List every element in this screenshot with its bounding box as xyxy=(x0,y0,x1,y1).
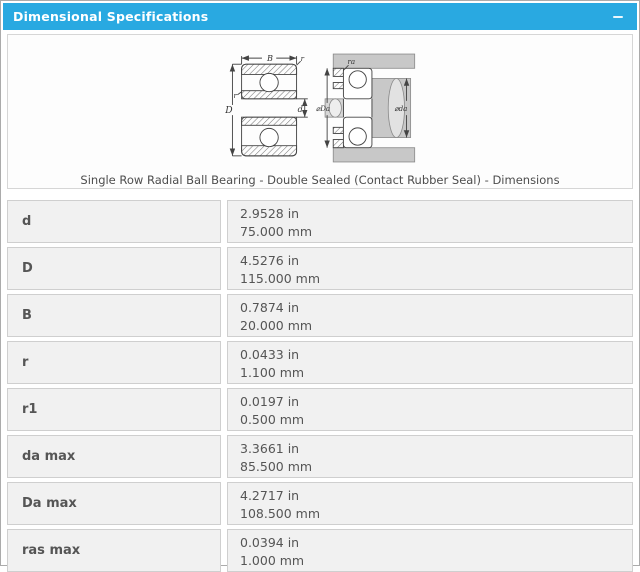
value-inch: 0.0433 in xyxy=(240,347,300,362)
bearing-diagram xyxy=(215,52,425,164)
table-row xyxy=(7,435,633,478)
spec-value xyxy=(227,482,633,525)
value-mm: 20.000 mm xyxy=(240,318,313,333)
value-mm: 1.100 mm xyxy=(240,365,305,380)
spec-label: da max xyxy=(7,435,221,478)
spec-label: d xyxy=(7,200,221,243)
spec-label: r xyxy=(7,341,221,384)
spec-label: ras max xyxy=(7,529,221,572)
value-mm: 115.000 mm xyxy=(240,271,321,286)
value-inch: 0.0197 in xyxy=(240,394,300,409)
dim-label-r-outer: r xyxy=(300,54,305,64)
dim-label-Da: ⌀Da xyxy=(315,104,331,114)
value-mm: 0.500 mm xyxy=(240,412,305,427)
dim-label-da: ⌀da xyxy=(394,104,408,114)
value-inch: 0.7874 in xyxy=(240,300,300,315)
dim-label-d: d xyxy=(297,104,303,115)
panel-title: Dimensional Specifications xyxy=(13,9,209,24)
spec-table xyxy=(7,200,633,572)
spec-value xyxy=(227,388,633,431)
spec-value xyxy=(227,435,633,478)
value-inch: 0.0394 in xyxy=(240,535,300,550)
figure-caption: Single Row Radial Ball Bearing - Double Sealed (Contact Rubber Seal) - Dimensions xyxy=(80,173,560,187)
bearing-section-drawing xyxy=(232,56,307,156)
value-inch: 2.9528 in xyxy=(240,206,300,221)
value-mm: 1.000 mm xyxy=(240,553,305,568)
table-row xyxy=(7,294,633,337)
table-row xyxy=(7,247,633,290)
dim-label-D: D xyxy=(225,105,233,117)
panel-content xyxy=(7,34,633,572)
dim-label-ra: ra xyxy=(347,57,356,67)
value-inch: 3.3661 in xyxy=(240,441,300,456)
collapse-icon[interactable] xyxy=(611,10,625,24)
table-row xyxy=(7,200,633,243)
spec-value xyxy=(227,200,633,243)
spec-value xyxy=(227,247,633,290)
spec-value xyxy=(227,341,633,384)
bearing-diagram-figure xyxy=(7,34,633,189)
value-mm: 75.000 mm xyxy=(240,224,313,239)
table-row xyxy=(7,341,633,384)
value-inch: 4.2717 in xyxy=(240,488,300,503)
value-mm: 85.500 mm xyxy=(240,459,313,474)
table-row xyxy=(7,482,633,525)
spec-value xyxy=(227,294,633,337)
spec-label: B xyxy=(7,294,221,337)
value-inch: 4.5276 in xyxy=(240,253,300,268)
table-row xyxy=(7,388,633,431)
dim-label-B: B xyxy=(267,53,274,64)
spec-label: Da max xyxy=(7,482,221,525)
spec-label: D xyxy=(7,247,221,290)
panel-header xyxy=(3,3,637,30)
dim-label-r-inner: r xyxy=(233,90,237,100)
value-mm: 108.500 mm xyxy=(240,506,321,521)
spec-label: r1 xyxy=(7,388,221,431)
